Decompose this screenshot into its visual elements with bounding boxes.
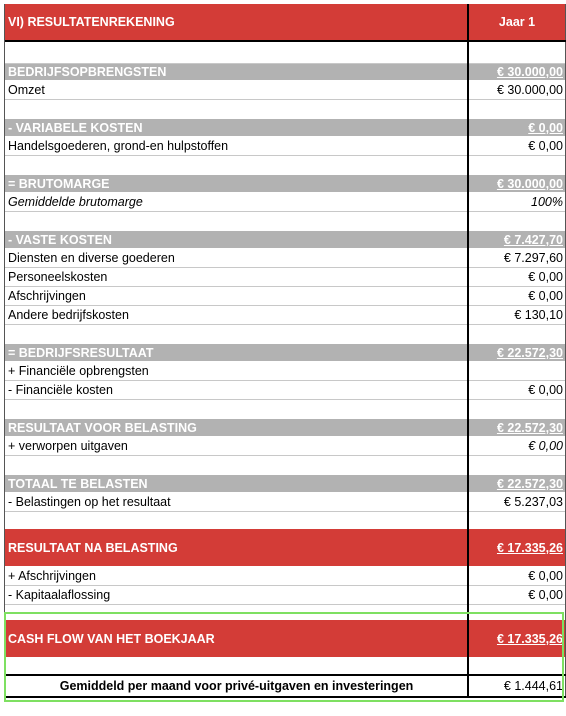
row-value[interactable]: € 0,00 xyxy=(528,120,563,135)
row-value[interactable]: € 130,10 xyxy=(514,307,563,322)
row-value[interactable]: € 22.572,30 xyxy=(496,345,563,360)
row-value[interactable]: € 22.572,30 xyxy=(496,476,563,491)
row-omzet xyxy=(5,80,566,99)
row-label[interactable]: BEDRIJFSOPBRENGSTEN xyxy=(8,64,167,79)
row-value[interactable]: € 1.444,61 xyxy=(503,679,563,693)
row-label[interactable]: - Financiële kosten xyxy=(8,382,113,397)
grid-line xyxy=(5,511,566,512)
grid-line xyxy=(5,286,566,287)
row-label[interactable]: + Afschrijvingen xyxy=(8,568,96,583)
left-border xyxy=(4,4,5,697)
section-bedrijfsopbrengsten xyxy=(5,63,566,80)
grid-line xyxy=(5,324,566,325)
blank-row xyxy=(5,511,566,529)
row-value[interactable]: 100% xyxy=(531,194,563,209)
row-value[interactable]: € 0,00 xyxy=(528,269,563,284)
blank-row xyxy=(5,40,566,63)
row-label[interactable]: Personeelskosten xyxy=(8,269,108,284)
row-label[interactable]: Gemiddelde brutomarge xyxy=(8,194,143,209)
row-kapitaalaflossing xyxy=(5,585,566,604)
blank-row xyxy=(5,455,566,475)
row-label[interactable]: RESULTAAT NA BELASTING xyxy=(8,540,178,555)
row-afschrijvingen xyxy=(5,286,566,305)
row-financiele-kosten xyxy=(5,380,566,399)
row-value[interactable]: € 30.000,00 xyxy=(496,176,563,191)
row-value[interactable]: € 7.427,70 xyxy=(503,232,563,247)
row-diensten xyxy=(5,248,566,267)
row-value[interactable]: € 0,00 xyxy=(528,288,563,303)
row-label[interactable]: RESULTAAT VOOR BELASTING xyxy=(8,420,197,435)
section-bedrijfsresultaat xyxy=(5,344,566,361)
section-resultaat-na-belasting xyxy=(5,529,566,566)
grid-line xyxy=(5,155,566,156)
row-label[interactable]: = BRUTOMARGE xyxy=(8,176,110,191)
grid-line xyxy=(5,305,566,306)
row-belastingen xyxy=(5,492,566,511)
section-brutomarge xyxy=(5,175,566,192)
blank-row xyxy=(5,99,566,119)
section-vaste-kosten xyxy=(5,231,566,248)
row-label[interactable]: Afschrijvingen xyxy=(8,288,86,303)
row-value[interactable]: € 30.000,00 xyxy=(496,82,563,97)
row-label[interactable]: Diensten en diverse goederen xyxy=(8,250,175,265)
row-label[interactable]: Handelsgoederen, grond-en hulpstoffen xyxy=(8,138,229,153)
row-handelsgoederen xyxy=(5,136,566,155)
row-value[interactable]: € 30.000,00 xyxy=(496,64,563,79)
grid-line xyxy=(5,99,566,100)
highlight-frame xyxy=(4,612,564,702)
blank-row xyxy=(5,324,566,344)
row-label[interactable]: = BEDRIJFSRESULTAAT xyxy=(8,345,154,360)
row-value[interactable]: € 0,00 xyxy=(528,138,563,153)
grid-line xyxy=(5,63,566,64)
row-value[interactable]: € 17.335,26 xyxy=(496,540,563,555)
row-gemiddelde-brutomarge xyxy=(5,192,566,211)
row-label[interactable]: Andere bedrijfskosten xyxy=(8,307,129,322)
row-value[interactable]: € 0,00 xyxy=(528,568,563,583)
blank-row xyxy=(5,399,566,419)
row-label[interactable]: - Kapitaalaflossing xyxy=(8,587,111,602)
row-value[interactable]: € 22.572,30 xyxy=(496,420,563,435)
row-label[interactable]: Omzet xyxy=(8,82,45,97)
grid-line xyxy=(5,380,566,381)
blank-row xyxy=(5,155,566,175)
row-label[interactable]: Gemiddeld per maand voor privé-uitgaven en investeringen xyxy=(59,679,414,693)
row-label[interactable]: + Financiële opbrengsten xyxy=(8,363,149,378)
row-value[interactable]: € 17.335,26 xyxy=(496,631,563,646)
section-resultaat-voor-belasting xyxy=(5,419,566,436)
section-variabele-kosten xyxy=(5,119,566,136)
grid-line xyxy=(5,399,566,400)
row-label[interactable]: - Belastingen op het resultaat xyxy=(8,494,171,509)
section-totaal-te-belasten xyxy=(5,475,566,492)
year-header[interactable]: Jaar 1 xyxy=(498,15,536,29)
row-personeelskosten xyxy=(5,267,566,286)
row-value[interactable]: € 0,00 xyxy=(528,382,563,397)
grid-line xyxy=(5,455,566,456)
statement-title[interactable]: VI) RESULTATENREKENING xyxy=(8,15,175,29)
row-label[interactable]: CASH FLOW VAN HET BOEKJAAR xyxy=(8,631,215,646)
blank-row xyxy=(5,211,566,231)
header-bottom-line xyxy=(5,40,566,42)
row-value[interactable] xyxy=(468,361,566,380)
row-label[interactable]: + verworpen uitgaven xyxy=(8,438,128,453)
grid-line xyxy=(5,267,566,268)
row-verworpen-uitgaven xyxy=(5,436,566,455)
row-label[interactable]: - VASTE KOSTEN xyxy=(8,232,112,247)
row-financiele-opbrengsten xyxy=(5,361,566,380)
row-afschrijvingen-cashflow xyxy=(5,566,566,585)
column-divider xyxy=(467,4,469,697)
grid-line xyxy=(5,211,566,212)
row-value[interactable]: € 5.237,03 xyxy=(503,494,563,509)
row-value[interactable]: € 0,00 xyxy=(528,438,563,453)
row-label[interactable]: TOTAAL TE BELASTEN xyxy=(8,476,148,491)
grid-line xyxy=(5,604,566,605)
row-value[interactable]: € 7.297,60 xyxy=(503,250,563,265)
row-label[interactable]: - VARIABELE KOSTEN xyxy=(8,120,143,135)
row-value[interactable]: € 0,00 xyxy=(528,587,563,602)
header-row xyxy=(5,4,566,40)
grid-line xyxy=(5,585,566,586)
row-andere-bedrijfskosten xyxy=(5,305,566,324)
